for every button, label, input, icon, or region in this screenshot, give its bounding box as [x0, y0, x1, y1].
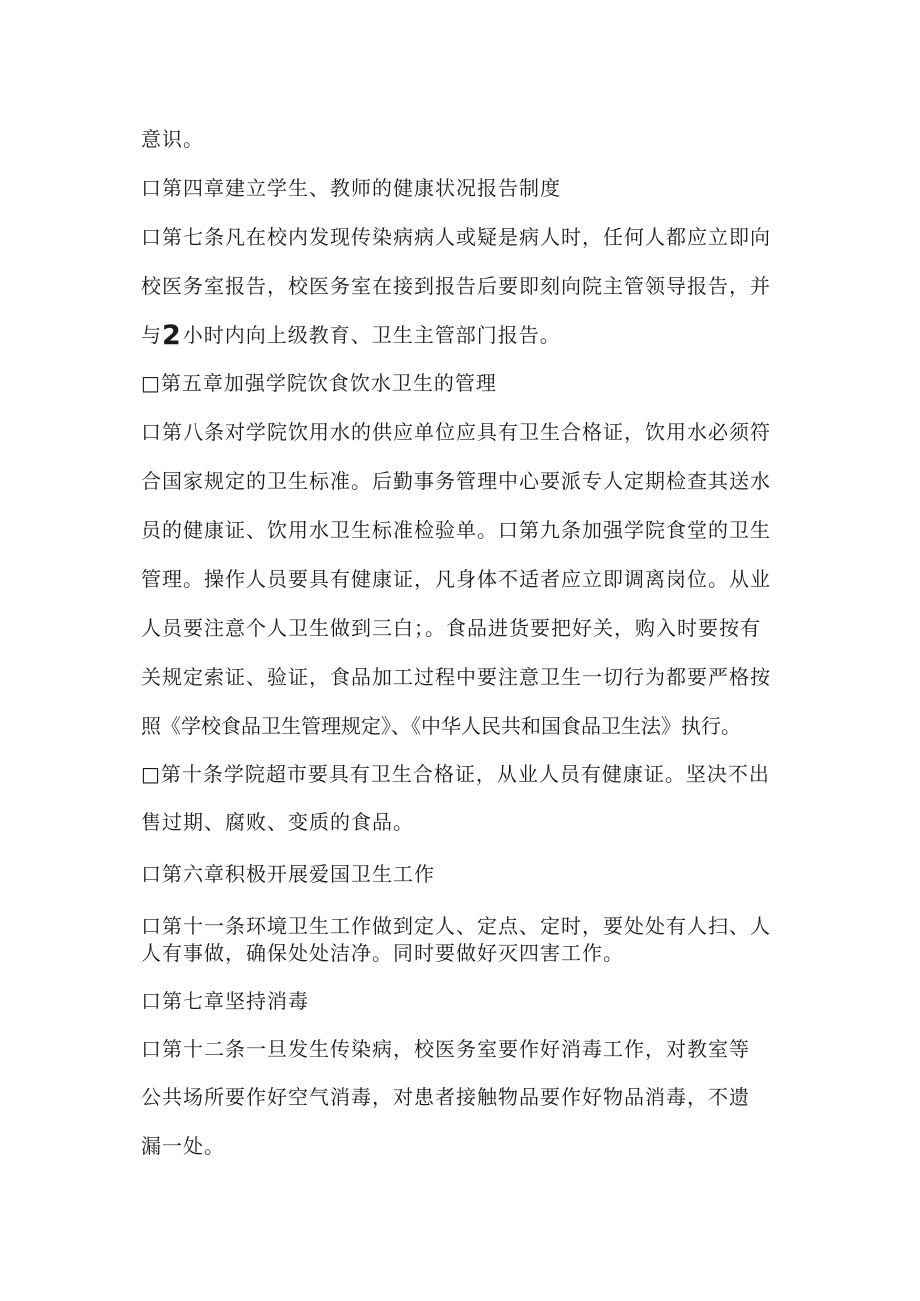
text-line: 口第十二条一旦发生传染病，校医务室要作好消毒工作，对教室等: [141, 1037, 750, 1061]
text-line: 关规定索证、验证，食品加工过程中要注意卫生一切行为都要严格按: [141, 665, 771, 689]
text-fragment: 与: [141, 323, 162, 347]
text-line: [141, 320, 561, 351]
chapter-heading: 口第四章建立学生、教师的健康状况报告制度: [141, 176, 561, 200]
text-line: 校医务室报告，校医务室在接到报告后要即刻向院主管领导报告，并: [141, 274, 771, 298]
text-line: 人有事做，确保处处洁净。同时要做好灭四害工作。: [141, 941, 624, 965]
text-line: 人员要注意个人卫生做到三白；。食品进货要把好关，购入时要按有: [141, 616, 761, 640]
text-line: 意识。: [141, 127, 204, 151]
text-line: 漏一处。: [141, 1134, 225, 1158]
chapter-heading: 口第六章积极开展爱国卫生工作: [141, 862, 435, 886]
text-line: 管理。操作人员要具有健康证，凡身体不适者应立即调离岗位。从业: [141, 567, 771, 591]
text-line: 口第七条凡在校内发现传染病病人或疑是病人时，任何人都应立即向: [141, 225, 771, 249]
text-line: 照《学校食品卫生管理规定》、《中华人民共和国食品卫生法》执行。: [141, 714, 741, 738]
text-line: 合国家规定的卫生标准。后勤事务管理中心要派专人定期检查其送水: [141, 469, 771, 493]
text-fragment: 小时内向上级教育、卫生主管部门报告。: [182, 323, 561, 347]
text-line: 口第八条对学院饮用水的供应单位应具有卫生合格证，饮用水必须符: [141, 420, 771, 444]
emphasis-number: 2: [162, 320, 183, 351]
text-line: 员的健康证、饮用水卫生标准检验单。口第九条加强学院食堂的卫生: [141, 518, 771, 542]
text-line: 公共场所要作好空气消毒，对患者接触物品要作好物品消毒，不遗: [141, 1085, 750, 1109]
text-line: 售过期、腐败、变质的食品。: [141, 810, 414, 834]
chapter-heading: □第五章加强学院饮食饮水卫生的管理: [141, 371, 497, 395]
text-line: □第十条学院超市要具有卫生合格证，从业人员有健康证。坚决不出: [141, 762, 770, 786]
chapter-heading: 口第七章坚持消毒: [141, 989, 309, 1013]
text-line: 口第十一条环境卫生工作做到定人、定点、定时，要处处有人扫、人: [141, 914, 771, 938]
